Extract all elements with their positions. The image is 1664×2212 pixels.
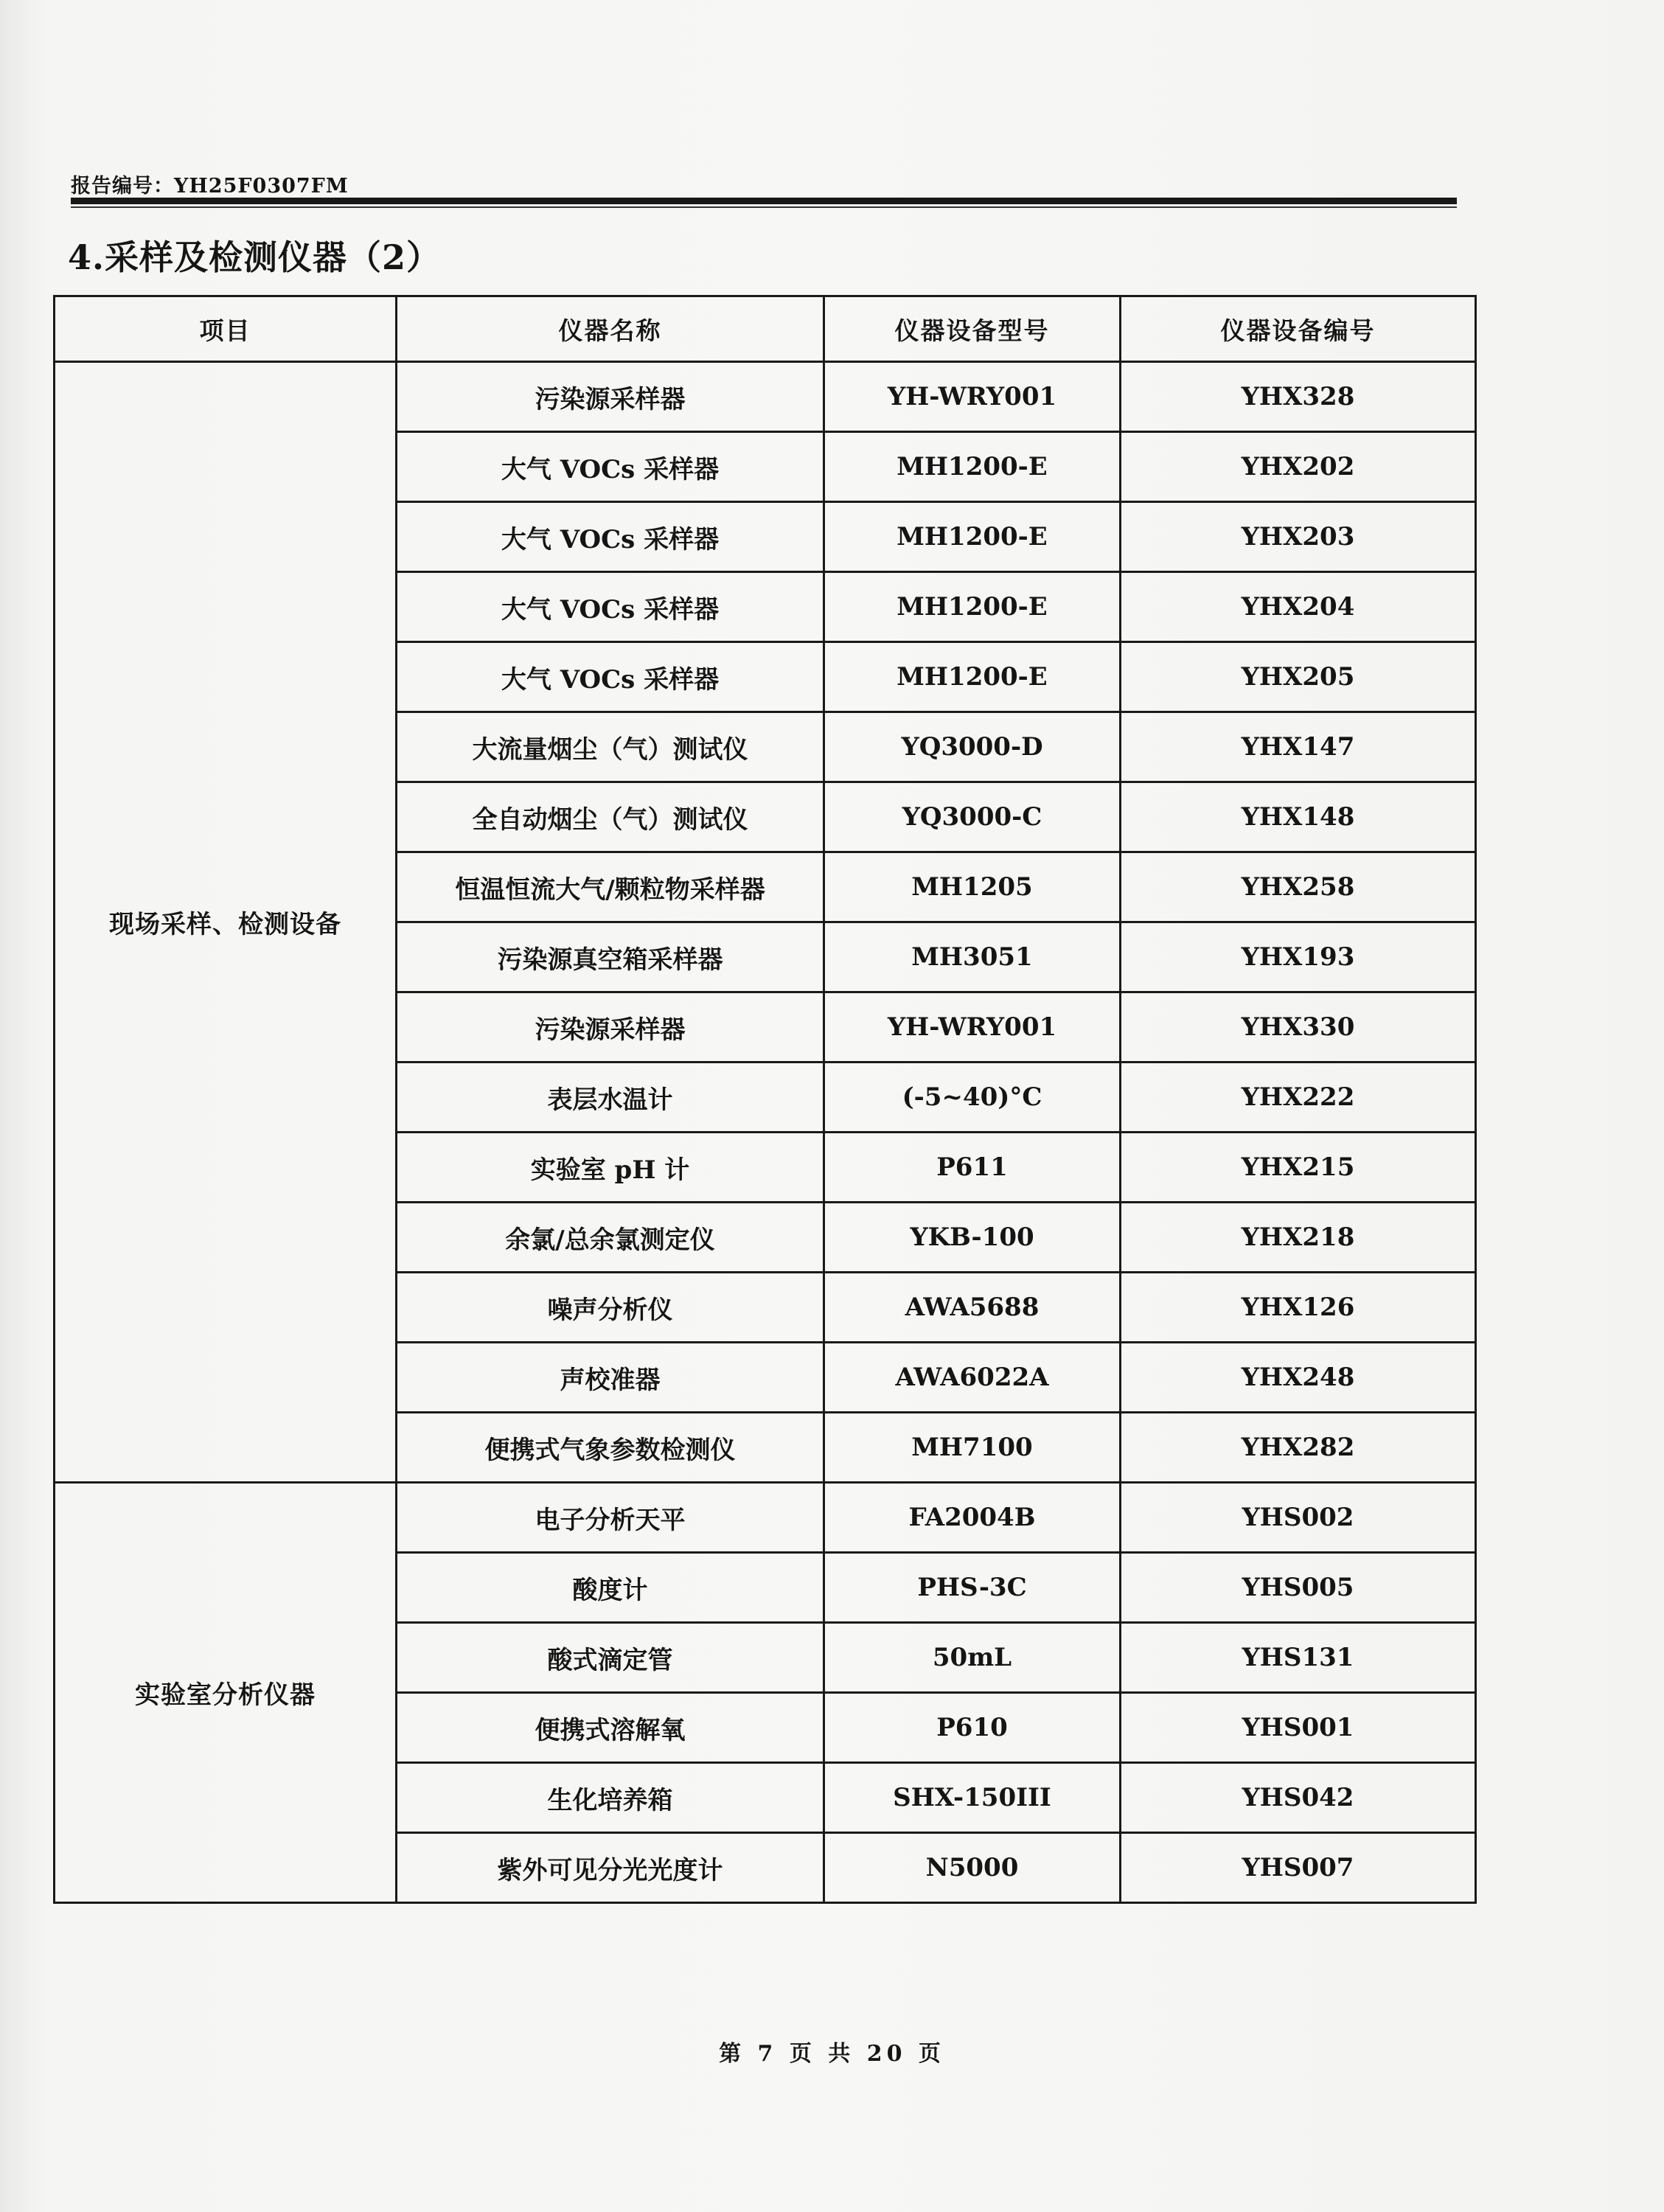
instrument-model-cell: YQ3000-D [824, 712, 1121, 782]
instrument-code-cell: YHS131 [1121, 1623, 1476, 1693]
instrument-code-cell: YHS007 [1121, 1833, 1476, 1903]
category-cell: 实验室分析仪器 [55, 1483, 397, 1903]
instrument-name-cell: 便携式溶解氧 [397, 1693, 824, 1763]
instrument-name-cell: 恒温恒流大气/颗粒物采样器 [397, 852, 824, 922]
instrument-model-cell: MH1205 [824, 852, 1121, 922]
instrument-model-cell: MH1200-E [824, 572, 1121, 642]
instrument-code-cell: YHX248 [1121, 1343, 1476, 1413]
instrument-model-cell: YH-WRY001 [824, 992, 1121, 1062]
instrument-model-cell: N5000 [824, 1833, 1121, 1903]
instrument-name-cell: 酸度计 [397, 1553, 824, 1623]
instrument-name-cell: 大流量烟尘（气）测试仪 [397, 712, 824, 782]
column-header-category: 项目 [55, 296, 397, 362]
instrument-code-cell: YHX203 [1121, 502, 1476, 572]
table-header-row [55, 296, 1476, 362]
instrument-name-cell: 声校准器 [397, 1343, 824, 1413]
instrument-code-cell: YHS002 [1121, 1483, 1476, 1553]
instrument-name-cell: 表层水温计 [397, 1062, 824, 1133]
report-number: 报告编号：YH25F0307FM [71, 175, 349, 198]
instrument-name-cell: 污染源采样器 [397, 992, 824, 1062]
table-row [55, 362, 1476, 432]
instrument-model-cell: SHX-150III [824, 1763, 1121, 1833]
instrument-name-cell: 生化培养箱 [397, 1763, 824, 1833]
instrument-name-cell: 便携式气象参数检测仪 [397, 1413, 824, 1483]
instrument-name-cell: 大气 VOCs 采样器 [397, 642, 824, 712]
instrument-name-cell: 污染源采样器 [397, 362, 824, 432]
instrument-model-cell: MH3051 [824, 922, 1121, 992]
instrument-name-cell: 污染源真空箱采样器 [397, 922, 824, 992]
page-number: 第 7 页 共 20 页 [719, 2041, 945, 2067]
instrument-code-cell: YHX126 [1121, 1273, 1476, 1343]
instrument-model-cell: AWA5688 [824, 1273, 1121, 1343]
instrument-model-cell: MH1200-E [824, 432, 1121, 502]
instrument-code-cell: YHX148 [1121, 782, 1476, 852]
column-header-model: 仪器设备型号 [824, 296, 1121, 362]
instrument-name-cell: 大气 VOCs 采样器 [397, 502, 824, 572]
instrument-code-cell: YHX222 [1121, 1062, 1476, 1133]
column-header-code: 仪器设备编号 [1121, 296, 1476, 362]
instrument-model-cell: YQ3000-C [824, 782, 1121, 852]
instrument-model-cell: 50mL [824, 1623, 1121, 1693]
header-rule-thin [71, 206, 1457, 208]
instrument-model-cell: YKB-100 [824, 1203, 1121, 1273]
section-title: 4.采样及检测仪器（2） [68, 237, 442, 277]
instrument-name-cell: 大气 VOCs 采样器 [397, 432, 824, 502]
instrument-code-cell: YHS005 [1121, 1553, 1476, 1623]
instrument-model-cell: AWA6022A [824, 1343, 1121, 1413]
table-body [55, 362, 1476, 1903]
instrument-code-cell: YHX147 [1121, 712, 1476, 782]
instrument-model-cell: (-5~40)°C [824, 1062, 1121, 1133]
instrument-code-cell: YHX330 [1121, 992, 1476, 1062]
instrument-code-cell: YHX202 [1121, 432, 1476, 502]
column-header-name: 仪器名称 [397, 296, 824, 362]
instrument-model-cell: MH7100 [824, 1413, 1121, 1483]
instrument-code-cell: YHX215 [1121, 1133, 1476, 1203]
instrument-model-cell: P611 [824, 1133, 1121, 1203]
instrument-table [53, 295, 1477, 1904]
instrument-code-cell: YHX193 [1121, 922, 1476, 992]
instrument-name-cell: 实验室 pH 计 [397, 1133, 824, 1203]
instrument-model-cell: PHS-3C [824, 1553, 1121, 1623]
category-cell: 现场采样、检测设备 [55, 362, 397, 1483]
instrument-code-cell: YHS042 [1121, 1763, 1476, 1833]
header-rule [71, 198, 1457, 204]
instrument-name-cell: 酸式滴定管 [397, 1623, 824, 1693]
instrument-name-cell: 大气 VOCs 采样器 [397, 572, 824, 642]
instrument-model-cell: FA2004B [824, 1483, 1121, 1553]
instrument-code-cell: YHX204 [1121, 572, 1476, 642]
instrument-model-cell: MH1200-E [824, 502, 1121, 572]
instrument-name-cell: 紫外可见分光光度计 [397, 1833, 824, 1903]
table-row [55, 1483, 1476, 1553]
instrument-model-cell: YH-WRY001 [824, 362, 1121, 432]
instrument-name-cell: 全自动烟尘（气）测试仪 [397, 782, 824, 852]
instrument-code-cell: YHX258 [1121, 852, 1476, 922]
instrument-model-cell: P610 [824, 1693, 1121, 1763]
instrument-model-cell: MH1200-E [824, 642, 1121, 712]
instrument-name-cell: 电子分析天平 [397, 1483, 824, 1553]
instrument-code-cell: YHX218 [1121, 1203, 1476, 1273]
instrument-code-cell: YHX282 [1121, 1413, 1476, 1483]
instrument-name-cell: 噪声分析仪 [397, 1273, 824, 1343]
instrument-name-cell: 余氯/总余氯测定仪 [397, 1203, 824, 1273]
instrument-code-cell: YHX328 [1121, 362, 1476, 432]
instrument-code-cell: YHS001 [1121, 1693, 1476, 1763]
instrument-code-cell: YHX205 [1121, 642, 1476, 712]
